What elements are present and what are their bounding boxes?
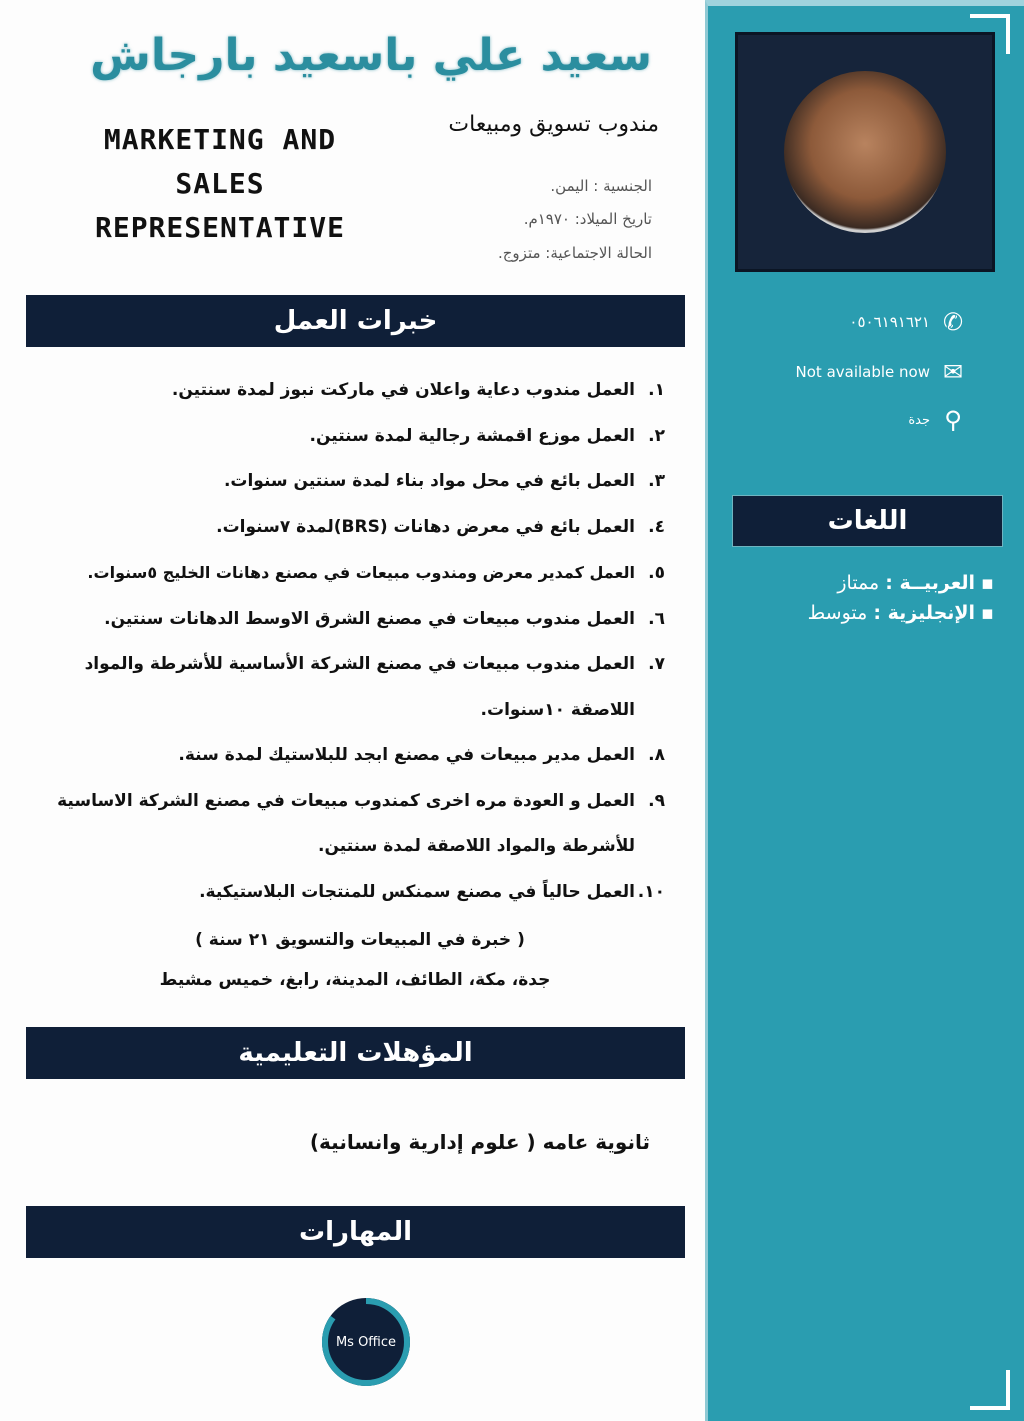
item-text: العمل بائع في معرض دهانات (BRS)لمدة ٧سنوات.: [216, 516, 635, 537]
item-number: ١٠.: [637, 881, 665, 902]
nationality: الجنسية : اليمن.: [550, 177, 652, 195]
language-item: ▪ العربيــة : ممتاز: [837, 572, 994, 594]
email-text: Not available now: [795, 363, 930, 381]
item-number: ٤.: [648, 516, 665, 537]
language-level: متوسط: [807, 602, 868, 624]
item-text: العمل حالياً في مصنع سمنكس للمنتجات البلاستيكية.: [199, 881, 635, 902]
job-title-en: MARKETING AND SALES REPRESENTATIVE: [94, 123, 345, 244]
birth-date: تاريخ الميلاد: ١٩٧٠م.: [523, 210, 652, 228]
item-number: ٣.: [648, 471, 665, 491]
list-item: [20, 368, 665, 414]
item-text: العمل مندوب دعاية واعلان في ماركت نبوز لمدة سنتين.: [171, 380, 635, 400]
language-name: العربيــة :: [885, 572, 976, 594]
contact-location: [908, 406, 966, 434]
phone-text: ٠٥٠٦١٩١٦٢١: [849, 313, 930, 331]
language-level: ممتاز: [837, 572, 880, 594]
skill-label: Ms Office: [335, 1334, 397, 1350]
item-text: العمل مندوب مبيعات في مصنع الشرق الاوسط الدهانات سنتين.: [104, 608, 635, 629]
item-text: العمل مدير مبيعات في مصنع ابجد للبلاستيك لمدة سنة.: [178, 745, 635, 765]
list-item: [20, 779, 665, 870]
job-title-ar: مندوب تسويق ومبيعات: [448, 112, 659, 137]
item-text: العمل موزع اقمشة رجالية لمدة سنتين.: [309, 425, 635, 446]
skill-ms-office: [320, 1296, 412, 1388]
list-item: [20, 733, 665, 779]
languages-heading: اللغات: [732, 495, 1003, 547]
contact-email: [796, 358, 966, 386]
list-item: [20, 459, 665, 505]
list-item: [20, 642, 665, 733]
item-number: ١.: [648, 380, 665, 400]
language-name: الإنجليزية :: [873, 602, 976, 624]
item-text: العمل بائع في محل مواد بناء لمدة سنتين سنوات.: [223, 471, 635, 491]
item-text: العمل مندوب مبيعات في مصنع الشركة الأساسية للأشرطة والمواد اللاصقة ١٠سنوات.: [84, 654, 635, 720]
profile-photo: [735, 32, 995, 272]
experience-cities: جدة، مكة، الطائف، المدينة، رابغ، خميس مشيط: [159, 970, 551, 990]
marital-status: الحالة الاجتماعية: متزوج.: [497, 244, 652, 262]
item-number: ٩.: [648, 790, 665, 811]
location-text: جدة: [908, 412, 930, 428]
list-item: [10, 550, 665, 597]
list-item: [20, 414, 665, 460]
list-item: [20, 870, 665, 916]
contact-phone: [849, 308, 966, 336]
item-number: ٢.: [648, 425, 665, 446]
item-number: ٧.: [648, 654, 665, 674]
avatar: [784, 71, 946, 233]
list-item: [20, 505, 665, 551]
list-item: [20, 597, 665, 643]
item-number: ٨.: [648, 745, 665, 765]
envelope-icon: ✉: [942, 358, 964, 386]
item-text: العمل كمدير معرض ومندوب مبيعات في مصنع دهانات الخليج ٥سنوات.: [87, 563, 635, 582]
education-heading: المؤهلات التعليمية: [26, 1027, 685, 1079]
language-item: ▪ الإنجليزية : متوسط: [807, 602, 994, 624]
item-number: ٥.: [648, 563, 665, 583]
map-pin-icon: ⚲: [944, 406, 962, 434]
skills-heading: المهارات: [26, 1206, 685, 1258]
experience-heading: خبرات العمل: [26, 295, 685, 347]
experience-list: [20, 368, 665, 915]
experience-summary: ( خبرة في المبيعات والتسويق ٢١ سنة ): [195, 930, 525, 950]
item-text: العمل و العودة مره اخرى كمندوب مبيعات في مصنع الشركة الاساسية للأشرطة والمواد اللاصقة لمدة سنتين.: [57, 790, 635, 856]
corner-bracket: [970, 1370, 1010, 1410]
item-number: ٦.: [648, 608, 665, 629]
phone-icon: ✆: [942, 308, 964, 336]
candidate-name: سعيد علي باسعيد بارجاش: [90, 30, 652, 81]
education-item: ثانوية عامه ( علوم إدارية وانسانية): [309, 1130, 650, 1154]
